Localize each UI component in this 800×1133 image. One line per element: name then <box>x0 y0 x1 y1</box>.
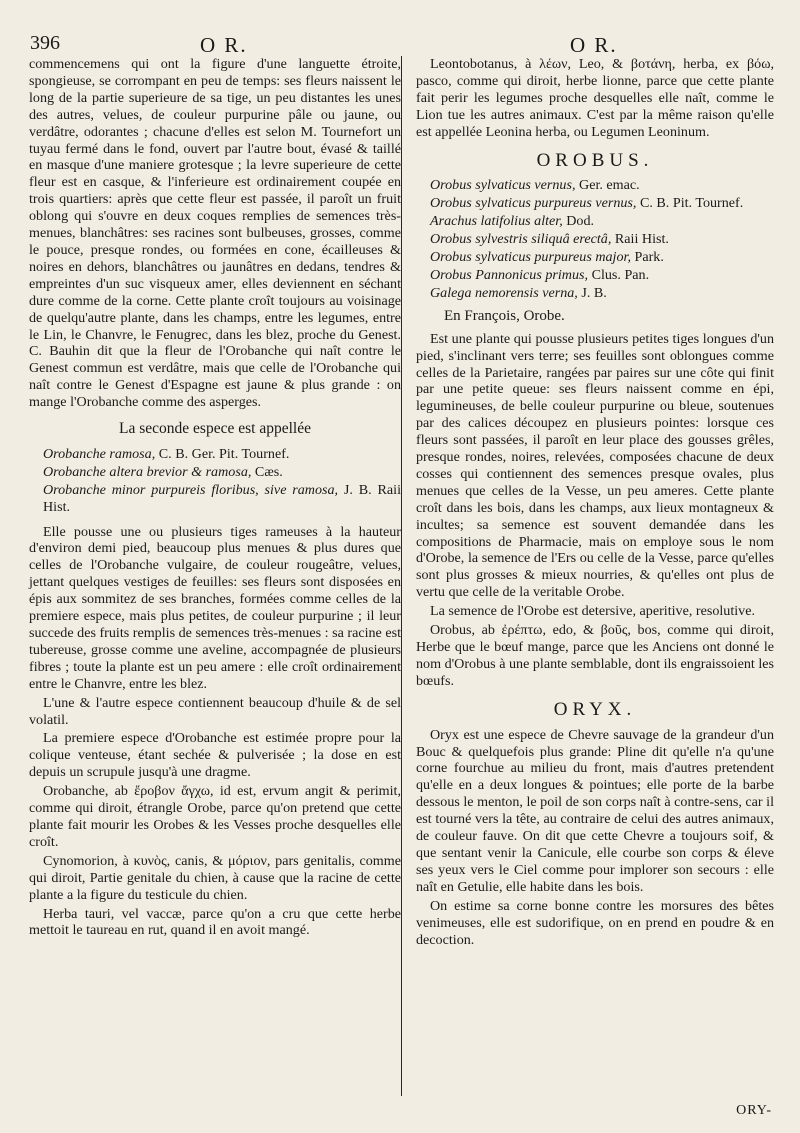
paragraph: La premiere espece d'Orobanche est estimée propre pour la colique venteuse, étant sechée & pulverisée ; la dose en est depuis un scrupule jusqu'à une dragme. <box>29 730 401 781</box>
synonym-line: Orobanche altera brevior & ramosa, Cæs. <box>43 463 283 480</box>
paragraph: Oryx est une espece de Chevre sauvage de la grandeur d'un Bouc & quelquefois plus grande: Pline dit qu'elle n'a qu'une corne fourchue au milieu du front, mais d'autres pretendent qu'elle en a deux longues & pointues; elle porte de la barbe dessous le menton, le poil de son corps naît à contre-sens, car il est tourné vers la tête, au contraire de celui des autres animaux, de couleur fauve. On dit que cette Chevre a toujours soif, & que sentant venir la Canicule, elle courbe son corps & éleve ses yeux vers le Ciel comme pour implorer son secours : elle naît en Getulie, elle habite dans les bois. <box>416 726 774 895</box>
synonym-line: Orobus Pannonicus primus, Clus. Pan. <box>430 266 650 283</box>
paragraph: Cynomorion, à κυνὸς, canis, & μόριον, pars genitalis, comme qui diroit, Partie genitale du chien, à cause que la racine de cette plante a la figure du testicule du chien. <box>29 852 401 903</box>
french-name: En François, Orobe. <box>444 307 565 324</box>
synonym-line: Orobanche minor purpureis floribus, sive ramosa, J. B. Raii Hist. <box>43 481 401 515</box>
paragraph: Elle pousse une ou plusieurs tiges rameuses à la hauteur d'environ demi pied, beaucoup plus menues & plus dures que celles de l'Orobanche vulgaire, de couleur rougeâtre, velues, jettant quelques vestiges de feuilles: ses fleurs sont disposées en épis aux sommitez de ses branches, formées comme celles de la premiere espece, mais plus petites, de couleur purpurine ; il leur succede des fruits remplis de semences très-menues : sa racine est tubereuse, grosse comme une aveline, accompagnée de plusieurs fibres ; toute la plante est un peu amere : elle croît ordinairement entre le Chanvre, entre les blez. <box>29 523 401 692</box>
synonym-line: Arachus latifolius alter, Dod. <box>430 213 595 230</box>
right-running-head: O R. <box>570 33 618 57</box>
paragraph: Herba tauri, vel vaccæ, parce qu'on a cru que cette herbe mettoit le taureau en rut, quand il en avoit mangé. <box>29 905 401 939</box>
left-running-head: O R. <box>200 33 248 57</box>
synonym-line: Orobanche ramosa, C. B. Ger. Pit. Tournef. <box>43 445 290 462</box>
catchword: ORY- <box>736 1103 772 1118</box>
paragraph: Est une plante qui pousse plusieurs petites tiges longues d'un pied, s'inclinant vers terre; ses feuilles sont oblongues comme celles de la Parietaire, rangées par paires sur une côte qui finit par une petite queue: ses fleurs naissent comme en épi, legumineuses, de belle couleur purpurine ou bleue, soutenues par des calices découpez en plusieurs pointes: lorsque ces fleurs sont passées, il paroît en leur place des gousses grêles, presque rondes, noires, relevées, composées chacune de deux cosses qui contiennent des semences presque ovales, plus menues que celles de la Vesse, un peu ameres. Cette plante croît dans les bois, dans les champs, aux lieux montagneux & incultes; sa semence est souvent demandée dans les compositions de Pharmacie, mais on employe sous le nom d'Orobe, la semence de l'Ers ou celle de la Vesse, parce qu'elles sont plus grosses & mieux nourries, & qu'elles ont plus de vertu que celle de la veritable Orobe. <box>416 330 774 601</box>
synonym-line: Orobus sylvestris siliquâ erectâ, Raii Hist. <box>430 231 669 248</box>
paragraph: commencemens qui ont la figure d'une languette étroite, spongieuse, se corrompant en peu de temps: ses fleurs naissent le long de la partie superieure de sa tige, un peu distantes les unes des autres, velues, de couleur purpurine pâle ou jaune, ou verdâtre, odorantes ; chacune d'elles est selon M. Tournefort un tuyau fermé dans le fond, ouvert par l'autre bout, évasé & taillé en masque d'une maniere grotesque ; la levre superieure de cette fleur est en casque, & l'inferieure est ordinairement coupée en trois quartiers: après que cette fleur est passée, il paroît un fruit oblong qui s'ouvre en deux coques remplies de semences très-menues, blanchâtres: ses racines sont bulbeuses, grosses, comme le pouce, presque rondes, ou formées en cone, écailleuses & noires en dehors, blanchâtres ou jaunâtres en dedans, tendres & empreintes d'un suc visqueux amer, elles deviennent en séchant dure comme de la corne. Cette plante croît toujours au voisinage de quelqu'autre plante, dans les champs, entre les legumes, entre le Lin, le Chanvre, le Fenugrec, dans les blez, proche du Genest. C. Bauhin dit que la fleur de l'Orobanche qui naît contre le Genest commun est verdâtre, mais que celle de l'Orobanche qui naît contre le Genest d'Espagne est jaune & plus grande : on mange l'Orobanche comme des asperges. <box>29 56 401 411</box>
page-number: 396 <box>30 32 60 54</box>
synonym-line: Orobus sylvaticus purpureus major, Park. <box>430 249 664 266</box>
column-divider <box>401 56 402 1096</box>
section-heading: La seconde espece est appellée <box>119 420 311 438</box>
paragraph: On estime sa corne bonne contre les morsures des bêtes venimeuses, elle est sudorifique, on en prend en poudre & en decoction. <box>416 897 774 948</box>
entry-title-oryx: ORYX. <box>553 698 637 720</box>
paragraph: Orobanche, ab ἔροβον ἄγχω, id est, ervum angit & perimit, comme qui diroit, étrangle Orobe, parce qu'on pretend que cette plante fait mourir les Orobes & les Vesses proche desquelles elle croît. <box>29 783 401 850</box>
synonym-line: Orobus sylvaticus purpureus vernus, C. B. Pit. Tournef. <box>430 195 744 212</box>
paragraph: Orobus, ab ἐρέπτω, edo, & βοῦς, bos, comme qui diroit, Herbe que le bœuf mange, parce que les Anciens ont donné le nom d'Orobus à une plante semblable, dont ils engraissoient les bœufs. <box>416 622 774 689</box>
paragraph: La semence de l'Orobe est detersive, aperitive, resolutive. <box>430 603 755 620</box>
right-column <box>416 56 774 950</box>
entry-title-orobus: OROBUS. <box>536 149 654 171</box>
left-column <box>29 56 401 941</box>
paragraph: L'une & l'autre espece contiennent beaucoup d'huile & de sel volatil. <box>29 694 401 728</box>
synonym-line: Orobus sylvaticus vernus, Ger. emac. <box>430 177 640 194</box>
paragraph: Leontobotanus, à λέων, Leo, & βοτάνη, herba, ex βόω, pasco, comme qui diroit, herbe lionne, parce que cette plante fait perir les legumes proche desquelles elle naît, comme le Lion tue les autres animaux. C'est par la même raison qu'elle est appellée Leonina herba, ou Legumen Leoninum. <box>416 56 774 140</box>
synonym-line: Galega nemorensis verna, J. B. <box>430 284 607 301</box>
